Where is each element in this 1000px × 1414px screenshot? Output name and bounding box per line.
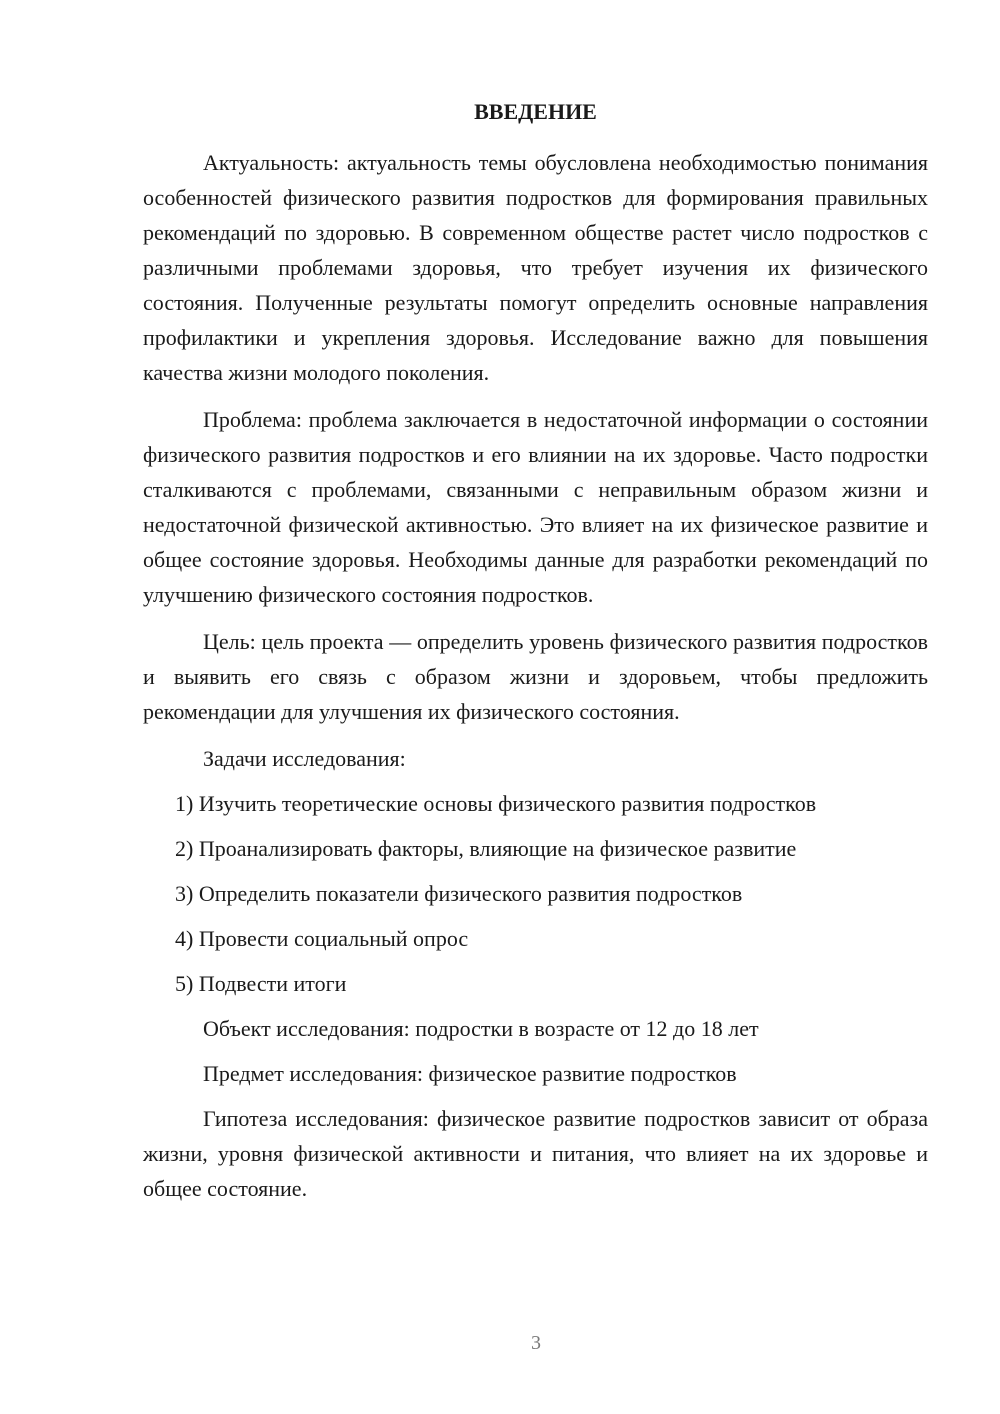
task-item: 4) Провести социальный опрос (175, 926, 469, 951)
problem-paragraph: Проблема: проблема заключается в недостаточной информации о состоянии физического развития подростков и его влиянии на их здоровье. Часто подростки сталкиваются с проблемами, связанными с неправильным образом жизни и недостаточной физической активностью. Это влияет на их физическое развитие и общее состояние здоровья. Необходимы данные для разработки рекомендаций по улучшению физического состояния подростков. (143, 407, 928, 607)
goal-paragraph: Цель: цель проекта — определить уровень физического развития подростков и выявить его связь с образом жизни и здоровьем, чтобы предложить рекомендации для улучшения их физического состояния. (143, 629, 928, 724)
section-heading: ВВЕДЕНИЕ (474, 99, 597, 124)
task-item: 3) Определить показатели физического развития подростков (175, 881, 743, 906)
task-item: 5) Подвести итоги (175, 971, 347, 996)
hypothesis-paragraph: Гипотеза исследования: физическое развитие подростков зависит от образа жизни, уровня физической активности и питания, что влияет на их здоровье и общее состояние. (143, 1106, 928, 1201)
document-page (143, 94, 928, 1218)
task-item: 1) Изучить теоретические основы физического развития подростков (175, 791, 817, 816)
tasks-list (143, 786, 928, 1001)
task-item: 2) Проанализировать факторы, влияющие на физическое развитие (175, 836, 797, 861)
research-subject: Предмет исследования: физическое развитие подростков (203, 1061, 737, 1086)
tasks-title: Задачи исследования: (203, 746, 406, 771)
research-object: Объект исследования: подростки в возрасте от 12 до 18 лет (203, 1016, 759, 1041)
relevance-paragraph: Актуальность: актуальность темы обусловлена необходимостью понимания особенностей физического развития подростков для формирования правильных рекомендаций по здоровью. В современном обществе растет число подростков с различными проблемами здоровья, что требует изучения их физического состояния. Полученные результаты помогут определить основные направления профилактики и укрепления здоровья. Исследование важно для повышения качества жизни молодого поколения. (143, 150, 928, 385)
page-number: 3 (531, 1332, 541, 1354)
